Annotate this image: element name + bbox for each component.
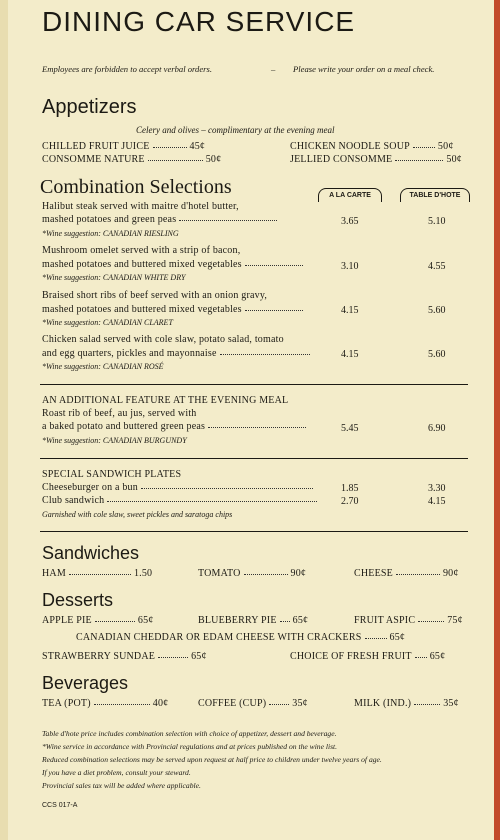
sandwiches-heading: Sandwiches (42, 543, 140, 563)
menu-item: STRAWBERRY SUNDAE 65¢ (42, 651, 207, 662)
column-header-table-dhote: TABLE D'HOTE (400, 188, 470, 202)
appetizers-heading: Appetizers (42, 96, 137, 118)
divider (40, 384, 468, 385)
page-title: DINING CAR SERVICE (42, 6, 356, 37)
footnote: Provincial sales tax will be added where applicable. (42, 781, 201, 790)
sandwich-plate-item: Cheeseburger on a bun (42, 482, 316, 493)
menu-item: APPLE PIE 65¢ (42, 615, 154, 626)
footnote: Reduced combination selections may be served upon request at half price to children under twelve years of age. (42, 755, 382, 764)
sandwich-plates-heading: SPECIAL SANDWICH PLATES (42, 469, 182, 480)
combination-line: Chicken salad served with cole slaw, potato salad, tomato (42, 334, 284, 345)
feature-heading: AN ADDITIONAL FEATURE AT THE EVENING MEAL (42, 395, 289, 406)
notice-dash: – (271, 64, 276, 74)
feature-line: a baked potato and buttered green peas (42, 421, 309, 432)
table-dhote-price: 5.10 (428, 216, 446, 227)
sandwich-plates-note: Garnished with cole slaw, sweet pickles and saratoga chips (42, 510, 233, 519)
menu-item (42, 154, 221, 165)
divider (40, 531, 468, 532)
divider (40, 458, 468, 459)
combination-line: Halibut steak served with maitre d'hotel butter, (42, 201, 239, 212)
item-price: 50¢ (437, 141, 454, 152)
menu-item: TEA (POT) 40¢ (42, 698, 169, 709)
menu-item (42, 141, 205, 152)
item-price: 45¢ (189, 141, 206, 152)
menu-item: MILK (IND.) 35¢ (354, 698, 459, 709)
combination-line: and egg quarters, pickles and mayonnaise (42, 348, 313, 359)
menu-item: CHOICE OF FRESH FRUIT 65¢ (290, 651, 446, 662)
menu-item: CANADIAN CHEDDAR OR EDAM CHEESE WITH CRACKERS 65¢ (76, 632, 406, 643)
notice-meal-check: Please write your order on a meal check. (293, 64, 435, 74)
menu-item: CHEESE 90¢ (354, 568, 459, 579)
table-dhote-price: 4.15 (428, 496, 446, 507)
feature-line: Roast rib of beef, au jus, served with (42, 408, 197, 419)
a-la-carte-price: 2.70 (341, 496, 359, 507)
wine-suggestion: *Wine suggestion: CANADIAN BURGUNDY (42, 436, 187, 445)
a-la-carte-price: 3.10 (341, 261, 359, 272)
combination-line: mashed potatoes and buttered mixed vegetables (42, 304, 306, 315)
table-dhote-price: 5.60 (428, 349, 446, 360)
item-name: JELLIED CONSOMME (290, 154, 393, 165)
item-name: CONSOMME NATURE (42, 154, 145, 165)
a-la-carte-price: 1.85 (341, 483, 359, 494)
table-dhote-price: 3.30 (428, 483, 446, 494)
notice-verbal-orders: Employees are forbidden to accept verbal orders. (42, 64, 213, 74)
a-la-carte-price: 5.45 (341, 423, 359, 434)
beverages-heading: Beverages (42, 673, 129, 693)
combination-line: mashed potatoes and green peas (42, 214, 280, 225)
form-code: CCS 017-A (42, 802, 78, 809)
table-dhote-price: 5.60 (428, 305, 446, 316)
menu-item: FRUIT ASPIC 75¢ (354, 615, 463, 626)
a-la-carte-price: 3.65 (341, 216, 359, 227)
item-price: 50¢ (446, 154, 462, 165)
footnote: Table d'hote price includes combination selection with choice of appetizer, dessert and beverage. (42, 729, 337, 738)
column-header-a-la-carte: A LA CARTE (318, 188, 382, 202)
sandwich-plate-item: Club sandwich (42, 495, 320, 506)
appetizers-note: Celery and olives – complimentary at the evening meal (136, 125, 335, 135)
wine-suggestion: *Wine suggestion: CANADIAN ROSÉ (42, 362, 164, 371)
wine-suggestion: *Wine suggestion: CANADIAN RIESLING (42, 229, 179, 238)
menu-item (290, 154, 462, 165)
page-edge (0, 0, 8, 840)
wine-suggestion: *Wine suggestion: CANADIAN CLARET (42, 318, 173, 327)
combination-line: Mushroom omelet served with a strip of bacon, (42, 245, 241, 256)
wine-suggestion: *Wine suggestion: CANADIAN WHITE DRY (42, 273, 186, 282)
a-la-carte-price: 4.15 (341, 305, 359, 316)
item-name: CHICKEN NOODLE SOUP (290, 141, 410, 152)
menu-item (290, 141, 454, 152)
table-dhote-price: 6.90 (428, 423, 446, 434)
combination-line: mashed potatoes and buttered mixed vegetables (42, 259, 306, 270)
menu-item: HAM 1.50 (42, 568, 153, 579)
desserts-heading: Desserts (42, 590, 114, 610)
combination-heading: Combination Selections (40, 176, 232, 198)
menu-item: COFFEE (CUP) 35¢ (198, 698, 308, 709)
footnote: If you have a diet problem, consult your steward. (42, 768, 191, 777)
item-price: 50¢ (205, 154, 222, 165)
footnote: *Wine service in accordance with Provincial regulations and at prices published on the wine list. (42, 742, 338, 751)
menu-item: BLUEBERRY PIE 65¢ (198, 615, 309, 626)
menu-item: TOMATO 90¢ (198, 568, 307, 579)
item-name: CHILLED FRUIT JUICE (42, 141, 150, 152)
a-la-carte-price: 4.15 (341, 349, 359, 360)
combination-line: Braised short ribs of beef served with an onion gravy, (42, 290, 268, 301)
table-dhote-price: 4.55 (428, 261, 446, 272)
